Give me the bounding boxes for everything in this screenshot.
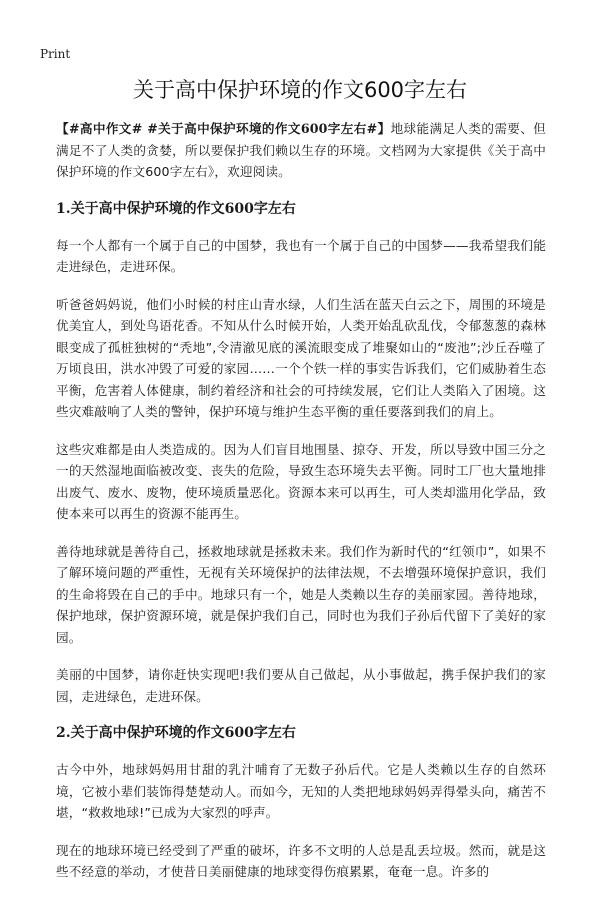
section-1-paragraph-3: 这些灾难都是由人类造成的。因为人们盲目地围垦、掠夺、开发，所以导致中国三分之一的天然湿地面临被改变、丧失的危险，导致生态环境失去平衡。同时工厂也大量地排出废气、废水、废物，使环境质量恶化。资源本来可以再生，可人类却滥用化学品，致使本来可以再生的资源不能再生。: [56, 441, 546, 521]
section-2-paragraph-2: 现在的地球环境已经受到了严重的破坏，许多不文明的人总是乱丢垃圾。然而，就是这些不经意的举动，才使昔日美丽健康的地球变得伤痕累累，奄奄一息。许多的: [56, 842, 546, 879]
section-2-heading: 2.关于高中保护环境的作文600字左右: [56, 725, 296, 741]
print-link[interactable]: Print: [40, 47, 71, 61]
intro-text: 地球能满足人类的需要、但满足不了人类的贪婪，所以要保护我们赖以生存的环境。文档网为大家提供《关于高中保护环境的作文600字左右》，欢迎阅读。: [56, 121, 546, 179]
section-1-heading: 1.关于高中保护环境的作文600字左右: [56, 200, 296, 217]
intro-paragraph: [56, 118, 546, 183]
article-body: [56, 118, 546, 899]
section-2-paragraph-1: 古今中外，地球妈妈用甘甜的乳汁哺育了无数子孙后代。它是人类赖以生存的自然环境，它被小辈们装饰得楚楚动人。而如今，无知的人类把地球妈妈弄得晕头向，痛苦不堪，“救救地球!”已成为大家烈的呼声。: [56, 762, 546, 820]
page-title: 关于高中保护环境的作文600字左右: [132, 78, 468, 102]
intro-tag: 【#高中作文# #关于高中保护环境的作文600字左右#】: [56, 121, 391, 136]
section-1-paragraph-1: 每一个人都有一个属于自己的中国梦，我也有一个属于自己的中国梦——我希望我们能走进绿色，走进环保。: [56, 237, 546, 274]
section-1-paragraph-2: 听爸爸妈妈说，他们小时候的村庄山青水绿，人们生活在蓝天白云之下，周围的环境是优美宜人，到处鸟语花香。不知从什么时候开始，人类开始乱砍乱伐，令郁葱葱的森林眼变成了孤桩独树的“秃地”,令清澈见底的溪流眼变成了堆聚如山的“废池”;沙丘吞噬了万顷良田，洪水冲毁了可爱的家园……一个个铁一样的事实告诉我们，它们威胁着生态平衡，危害着人体健康，制约着经济和社会的可持续发展，它们让人类陷入了困境。这些灾难敲响了人类的警钟，保护环境与维护生态平衡的重任要落到我们的肩上。: [56, 296, 546, 419]
section-1-paragraph-5: 美丽的中国梦，请你赶快实现吧!我们要从自己做起，从小事做起，携手保护我们的家园，走进绿色，走进环保。: [56, 667, 546, 704]
section-1-paragraph-4: 善待地球就是善待自己，拯救地球就是拯救未来。我们作为新时代的“红领巾”，如果不了解环境问题的严重性，无视有关环境保护的法律法规，不去增强环境保护意识，我们的生命将毁在自己的手中。地球只有一个，她是人类赖以生存的美丽家园。善待地球，保护地球，保护资源环境，就是保护我们自己，同时也为我们子孙后代留下了美好的家园。: [56, 543, 546, 645]
